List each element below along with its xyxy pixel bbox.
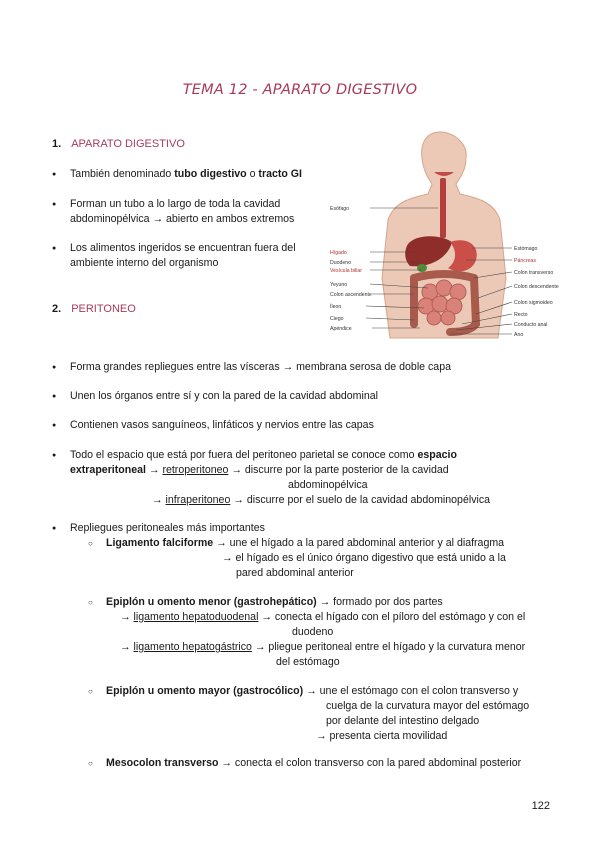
sub-list-item: ○ Ligamento falciforme → une el hígado a la pared abdominal anterior y al diafragma bbox=[106, 536, 504, 551]
figure-label: Conducto anal bbox=[514, 322, 548, 328]
figure-label: Colon descendente bbox=[514, 284, 559, 290]
figure-label: Esófago bbox=[330, 206, 350, 212]
digestive-system-illustration bbox=[330, 128, 559, 346]
figure-label: Apéndice bbox=[330, 326, 352, 332]
sub-list-item: ○ Epiplón u omento mayor (gastrocólico) → une el estómago con el colon transverso y bbox=[106, 684, 518, 699]
section-label: APARATO DIGESTIVO bbox=[71, 138, 185, 150]
figure-label: Íleon bbox=[330, 304, 342, 310]
figure-label: Vesícula biliar bbox=[330, 268, 363, 274]
section-heading-1 bbox=[52, 138, 185, 150]
figure-label: Ano bbox=[514, 332, 524, 338]
sub-list-item: ○ Mesocolon transverso → conecta el colon transverso con la pared abdominal posterior bbox=[106, 756, 521, 771]
section-number: 1. bbox=[52, 138, 62, 150]
page-number: 122 bbox=[531, 800, 550, 812]
figure-label: Estómago bbox=[514, 246, 538, 252]
section-heading-2 bbox=[52, 303, 136, 315]
figure-label: Recto bbox=[514, 312, 528, 318]
figure-label: Páncreas bbox=[514, 258, 536, 264]
section-number: 2. bbox=[52, 303, 62, 315]
figure-label: Hígado bbox=[330, 250, 347, 256]
figure-label: Ciego bbox=[330, 316, 344, 322]
figure-label: Duodeno bbox=[330, 260, 352, 266]
figure-label: Colon ascendente bbox=[330, 292, 372, 298]
figure-label: Colon sigmoideo bbox=[514, 300, 553, 306]
section-label: PERITONEO bbox=[71, 303, 136, 315]
page-title: TEMA 12 - APARATO DIGESTIVO bbox=[182, 82, 418, 98]
digestive-system-figure bbox=[330, 128, 559, 346]
figure-label: Yeyuno bbox=[330, 282, 348, 288]
figure-label: Colon transverso bbox=[514, 270, 554, 276]
sub-list-item: ○ Epiplón u omento menor (gastrohepático) → formado por dos partes bbox=[106, 595, 443, 610]
